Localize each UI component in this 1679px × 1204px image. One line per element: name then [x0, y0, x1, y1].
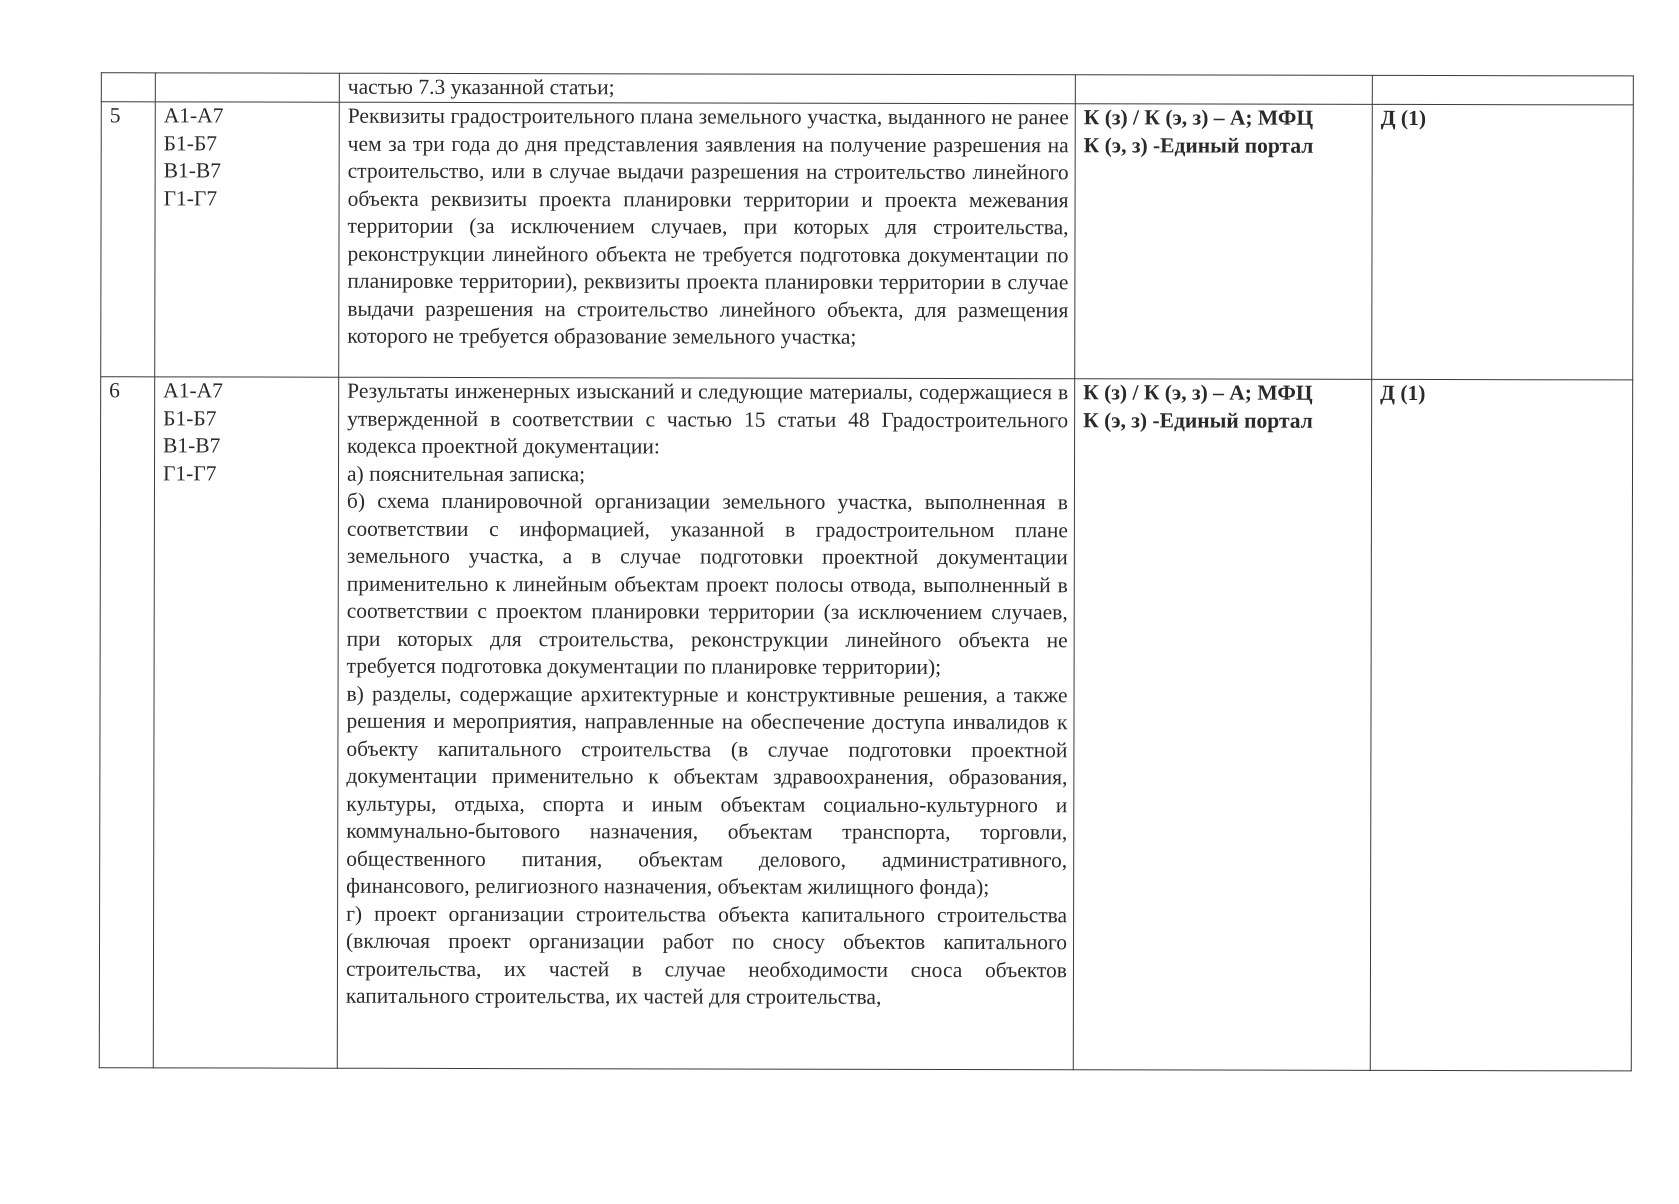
table-row — [99, 377, 1632, 1071]
description-paragraph: в) разделы, содержащие архитектурные и конструктивные решения, а также решения и мероприятия, направленные на обеспечение доступа инвалидов к объекту капитального строительства (в случае подготовки проектной документации применительно к объектам здравоохранения, образования, культуры, отдыха, спорта и иным объектам социально-культурного и коммунально-бытового назначения, объектам транспорта, торговли, общественного питания, объектам делового, административного, финансового, религиозного назначения, объектам жилищного фонда); — [346, 681, 1068, 900]
submission-cell — [1075, 75, 1372, 105]
table-row — [101, 73, 1633, 105]
code-item: В1-В7 — [163, 158, 222, 183]
submission-line: К (э, з) -Единый портал — [1083, 407, 1313, 433]
submission-cell — [1075, 104, 1373, 380]
submission-line: К (э, з) -Единый портал — [1083, 132, 1314, 158]
codes-cell — [155, 102, 340, 377]
type-cell — [1372, 75, 1633, 105]
description-cell — [339, 73, 1075, 104]
number-cell — [101, 73, 155, 102]
type-cell: Д (1) — [1370, 379, 1632, 1071]
row-number: 6 — [99, 377, 154, 1068]
code-item: А1-А7 — [163, 103, 224, 128]
table-row — [101, 102, 1634, 380]
codes-cell — [153, 377, 338, 1068]
description-paragraph: б) схема планировочной организации земельного участка, выполненная в соответствии с информацией, указанной в градостроительном плане земельного участка, а в случае подготовки проектной документации применительно к линейным объектам проект полосы отвода, выполненный в соответствии с проектом планировки территории (за исключением случаев, при которых для строительства, реконструкции линейного объекта не требуется подготовка документации по планировке территории); — [346, 488, 1068, 679]
description-cell — [339, 102, 1076, 379]
continued-text: частью 7.3 указанной статьи; — [347, 74, 615, 100]
type-cell: Д (1) — [1372, 104, 1634, 380]
description-cell — [337, 377, 1074, 1070]
row-number: 5 — [101, 102, 156, 377]
submission-line: К (з) / К (э, з) – А; МФЦ — [1083, 105, 1314, 130]
description-paragraph: г) проект организации строительства объекта капитального строительства (включая проект организации работ по сносу объектов капитального строительства, их частей в случае необходимости сноса объектов капитального строительства, их частей для строительства, — [345, 901, 1068, 1009]
code-item: Б1-Б7 — [163, 130, 218, 155]
code-item: В1-В7 — [163, 433, 221, 458]
submission-line: К (з) / К (э, з) – А; МФЦ — [1083, 380, 1313, 405]
submission-cell — [1073, 379, 1371, 1071]
code-item: Г1-Г7 — [163, 185, 218, 210]
description-paragraph: Результаты инженерных изысканий и следующие материалы, содержащиеся в утвержденной в соответствии с частью 15 статьи 48 Градостроительного кодекса проектной документации: — [347, 378, 1069, 459]
description-paragraph: а) пояснительная записка; — [346, 461, 586, 486]
codes-cell — [155, 73, 339, 102]
code-item: Г1-Г7 — [162, 460, 217, 485]
code-item: Б1-Б7 — [163, 405, 217, 430]
documents-table — [99, 72, 1634, 1071]
code-item: А1-А7 — [163, 378, 223, 403]
description-paragraph: Реквизиты градостроительного плана земельного участка, выданного не ранее чем за три года до дня представления заявления на получение разрешения на строительство, или в случае выдачи разрешения на строительство линейного объекта реквизиты проекта планировки территории и проекта межевания территории (за исключением случаев, при которых для строительства, реконструкции линейного объекта не требуется подготовка документации по планировке территории), реквизиты проекта планировки территории в случае выдачи разрешения на строительство линейного объекта, для размещения которого не требуется образование земельного участка; — [347, 103, 1069, 349]
